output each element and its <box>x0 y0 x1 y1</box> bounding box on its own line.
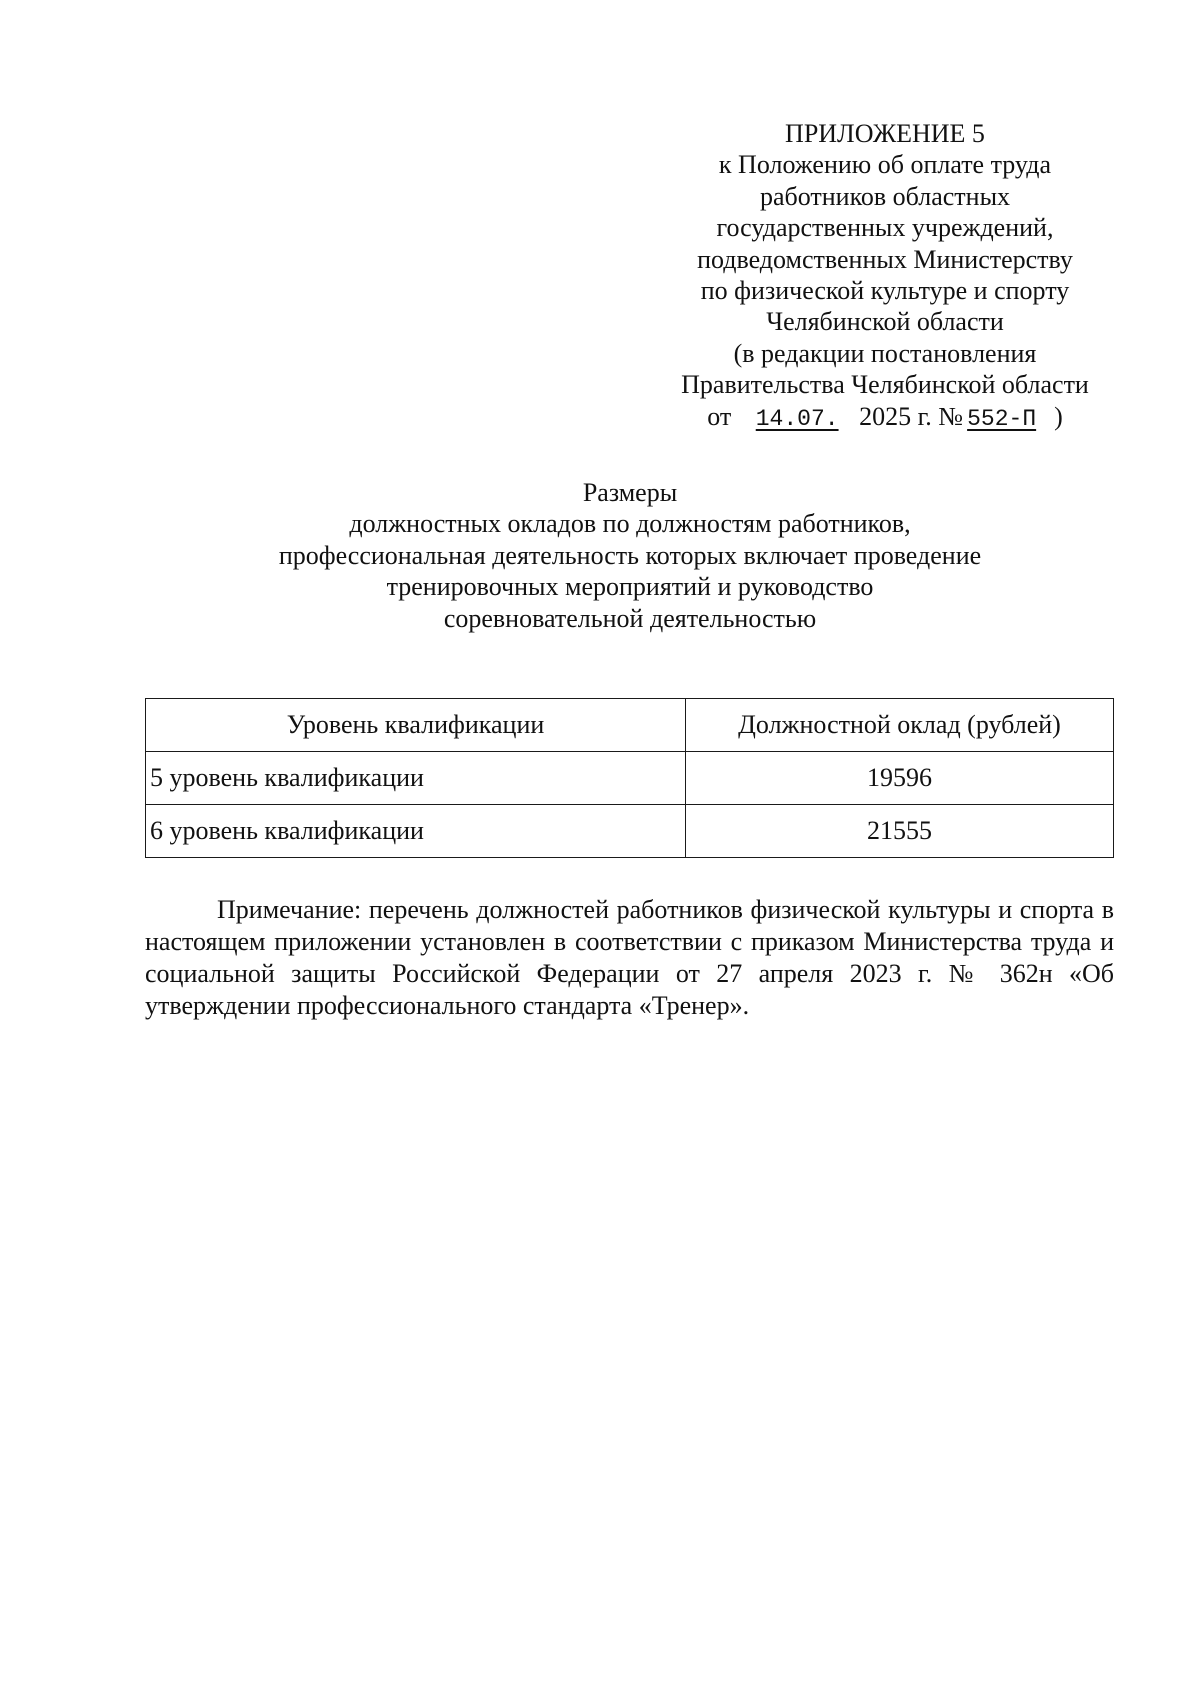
table-header-row <box>146 699 1114 752</box>
cell-salary-amount: 19596 <box>686 752 1114 805</box>
resolution-date: 14.07. <box>755 405 839 432</box>
appendix-line: по физической культуре и спорту <box>700 276 1070 306</box>
heading-line: соревновательной деятельностью <box>443 603 817 633</box>
appendix-header <box>640 118 1130 435</box>
resolution-number: 552-П <box>967 405 1037 432</box>
heading-line: профессиональная деятельность которых включает проведение <box>278 540 982 570</box>
cell-salary-amount: 21555 <box>686 805 1114 858</box>
heading-line: тренировочных мероприятий и руководство <box>386 572 874 602</box>
table-row <box>146 752 1114 805</box>
document-heading <box>140 477 1120 634</box>
heading-line: должностных окладов по должностям работников, <box>349 509 911 539</box>
salary-table <box>145 698 1114 858</box>
cell-qualification-level: 5 уровень квалификации <box>146 752 686 805</box>
closing-paren: ) <box>1054 401 1063 431</box>
appendix-line: подведомственных Министерству <box>697 244 1073 274</box>
cell-qualification-level: 6 уровень квалификации <box>146 805 686 858</box>
appendix-line: (в редакции постановления <box>733 338 1037 368</box>
appendix-line: государственных учреждений, <box>716 213 1054 243</box>
column-header-level: Уровень квалификации <box>146 699 686 752</box>
column-header-salary: Должностной оклад (рублей) <box>686 699 1114 752</box>
appendix-line: работников областных <box>759 181 1011 211</box>
year-text: 2025 г. № <box>859 401 964 431</box>
heading-line: Размеры <box>582 478 678 507</box>
note-paragraph: Примечание: перечень должностей работников физической культуры и спорта в настоящем приложении установлен в соответствии с приказом Министерства труда и социальной защиты Российской Федерации от 27 апреля 2023 г. № 362н «Об утверждении профессионального стандарта «Тренер». <box>145 895 1114 1020</box>
appendix-title: ПРИЛОЖЕНИЕ 5 <box>785 119 985 148</box>
table-row <box>146 805 1114 858</box>
appendix-date-line <box>640 401 1130 435</box>
appendix-line: Челябинской области <box>766 307 1004 337</box>
appendix-line: к Положению об оплате труда <box>718 150 1052 180</box>
date-prefix: от <box>707 401 732 431</box>
appendix-line: Правительства Челябинской области <box>681 370 1089 400</box>
